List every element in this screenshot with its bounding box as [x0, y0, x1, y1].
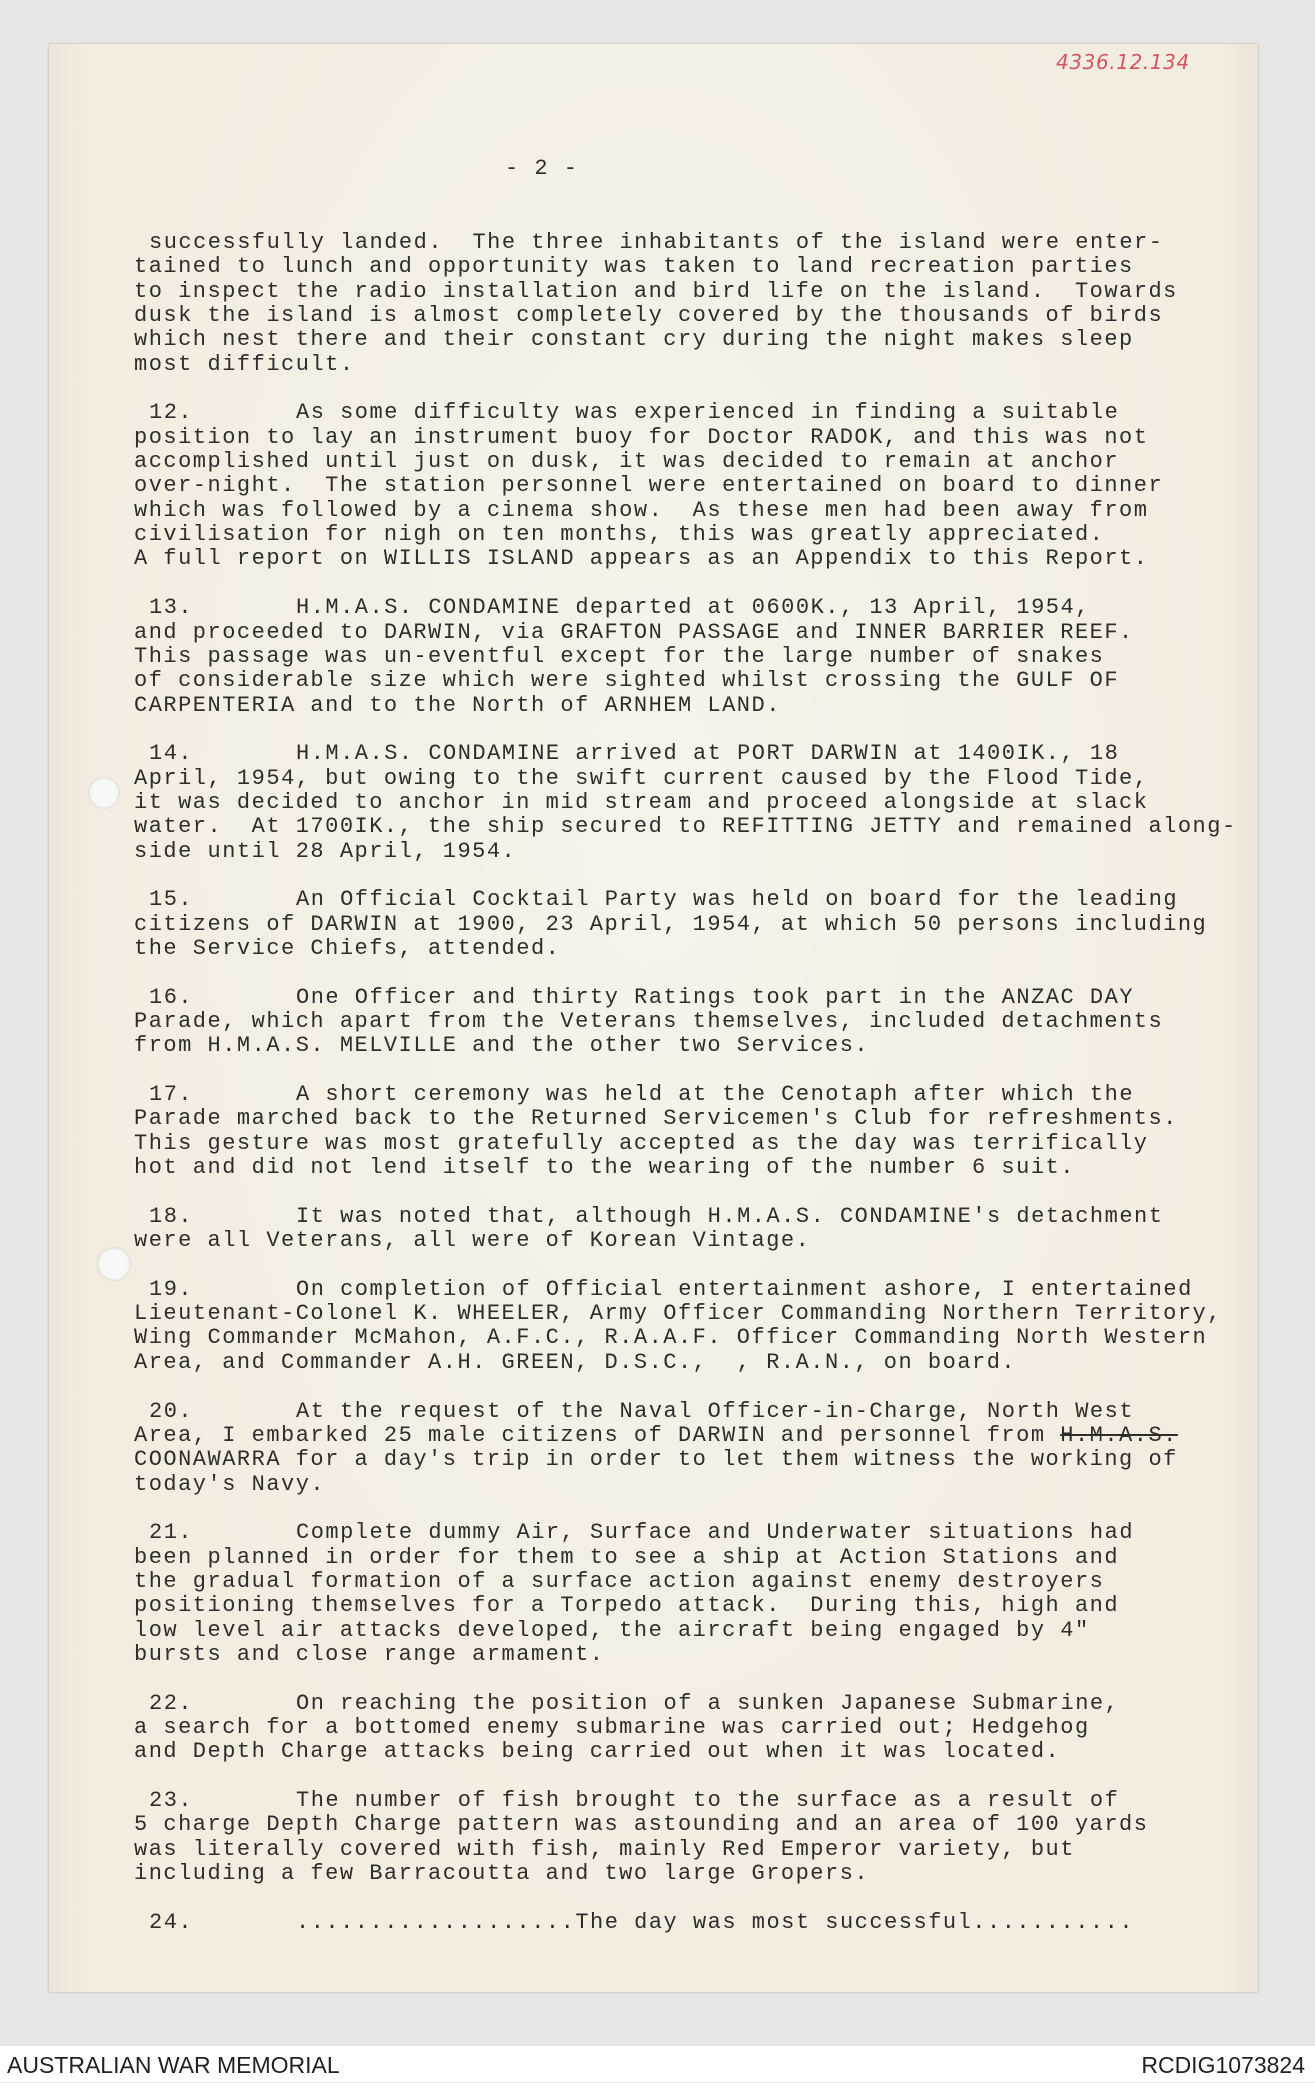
paragraph-14 — [134, 742, 1237, 864]
paragraph-24 — [134, 1911, 1237, 1935]
paragraph-18 — [134, 1205, 1237, 1254]
punch-hole — [88, 777, 120, 809]
paragraph-text: On reaching the position of a sunken Japanese Submarine, a search for a bottomed enemy submarine was carried out; Hedgehog and Depth Charge attacks being carried out when it was located. — [134, 1690, 1120, 1765]
paragraph-number: 24. — [149, 1909, 194, 1935]
paragraph-text: An Official Cocktail Party was held on board for the leading citizens of DARWIN at 1900, 23 April, 1954, at which 50 persons including the Service Chiefs, attended. — [134, 887, 1208, 961]
punch-hole — [97, 1247, 131, 1281]
paragraph-number: 20. — [149, 1398, 194, 1424]
document-page — [49, 44, 1258, 1992]
paragraph-text: As some difficulty was experienced in finding a suitable position to lay an instrument buoy for Doctor RADOK, and this was not accomplished until just on dusk, it was decided to remain at anchor over-night. The station personnel were entertained on board to dinner which was followed by a cinema show. As these men had been away from civilisation for nigh on ten months, this was greatly appreciated. A full report on WILLIS ISLAND appears as an Appendix to this Report. — [134, 400, 1164, 572]
struck-through-text: H.M.A.S. — [1060, 1422, 1178, 1448]
paragraph-number: 22. — [149, 1690, 194, 1716]
paragraph-number: 16. — [149, 984, 194, 1010]
archive-annotation: 4336.12.134 — [1056, 50, 1190, 74]
footer-institution: AUSTRALIAN WAR MEMORIAL — [7, 2052, 340, 2078]
paragraph-number: 19. — [149, 1276, 194, 1302]
paragraph-text: Complete dummy Air, Surface and Underwater situations had been planned in order for them to see a ship at Action Stations and the gradual formation of a surface action against enemy destroyers positioning themselves for a Torpedo attack. During this, high and low level air attacks developed, the aircraft being engaged by 4" bursts and close range armament. — [134, 1520, 1135, 1667]
paragraph-number: 21. — [149, 1520, 194, 1546]
paragraph-text: ...................The day was most successful........... — [296, 1909, 1135, 1935]
paragraph-text: It was noted that, although H.M.A.S. CONDAMINE's detachment were all Veterans, all were of Korean Vintage. — [134, 1203, 1164, 1254]
paragraph-12 — [134, 401, 1237, 571]
paragraph-text: At the request of the Naval Officer-in-Charge, North West Area, I embarked 25 male citizens of DARWIN and personnel from — [134, 1398, 1135, 1448]
footer-record-id: RCDIG1073824 — [1141, 2052, 1305, 2078]
paragraph-23 — [134, 1789, 1237, 1886]
paragraph-17 — [134, 1083, 1237, 1180]
paragraph-text: successfully landed. The three inhabitants of the island were enter- tained to lunch and opportunity was taken to land recreation parties to inspect the radio installation and bird life on the island. Towards dusk the island is almost completely covered by the thousands of birds which nest there and their constant cry during the night makes sleep most difficult. — [134, 230, 1178, 377]
paragraph-number: 18. — [149, 1203, 194, 1229]
document-body — [134, 231, 1237, 1959]
page-number: - 2 - — [505, 156, 579, 181]
archive-footer — [0, 2046, 1315, 2082]
paragraph-continued — [134, 231, 1237, 377]
paragraph-number: 15. — [149, 887, 194, 913]
paragraph-number: 14. — [149, 741, 194, 767]
paragraph-number: 12. — [149, 400, 194, 426]
paragraph-text: H.M.A.S. CONDAMINE departed at 0600K., 13 April, 1954, and proceeded to DARWIN, via GRAFTON PASSAGE and INNER BARRIER REEF. This passage was un-eventful except for the large number of snakes of considerable size which were sighted whilst crossing the GULF OF CARPENTERIA and to the North of ARNHEM LAND. — [134, 595, 1134, 718]
paragraph-text: H.M.A.S. CONDAMINE arrived at PORT DARWIN at 1400IK., 18 April, 1954, but owing to the swift current caused by the Flood Tide, it was decided to anchor in mid stream and proceed alongside at slack water. At 1700IK., the ship secured to REFITTING JETTY and remained along- side until 28 April, 1954. — [134, 741, 1237, 864]
paragraph-text: A short ceremony was held at the Cenotaph after which the Parade marched back to the Returned Servicemen's Club for refreshments. This gesture was most gratefully accepted as the day was terrifically hot and did not lend itself to the wearing of the number 6 suit. — [134, 1082, 1178, 1181]
paragraph-text: One Officer and thirty Ratings took part in the ANZAC DAY Parade, which apart from the Veterans themselves, included detachments from H.M.A.S. MELVILLE and the other two Services. — [134, 984, 1164, 1059]
paragraph-text-continued: COONAWARRA for a day's trip in order to let them witness the working of today's Navy. — [134, 1447, 1178, 1497]
paragraph-19 — [134, 1278, 1237, 1375]
paragraph-21 — [134, 1521, 1237, 1667]
paragraph-text: On completion of Official entertainment ashore, I entertained Lieutenant-Colonel K. WHEELER, Army Officer Commanding Northern Territory, Wing Commander McMahon, A.F.C., R.A.A.F. Officer Commanding North Western Area, and Commander A.H. GREEN, D.S.C., , R.A.N., on board. — [134, 1276, 1222, 1375]
paragraph-text: The number of fish brought to the surface as a result of 5 charge Depth Charge pattern was astounding and an area of 100 yards was literally covered with fish, mainly Red Emperor variety, but including a few Barracoutta and two large Gropers. — [134, 1788, 1149, 1887]
paragraph-number: 13. — [149, 595, 194, 621]
paragraph-20 — [134, 1400, 1237, 1497]
paragraph-13 — [134, 596, 1237, 718]
paragraph-number: 23. — [149, 1788, 194, 1813]
paragraph-number: 17. — [149, 1082, 194, 1108]
paragraph-22 — [134, 1692, 1237, 1765]
paragraph-15 — [134, 888, 1237, 961]
paragraph-16 — [134, 986, 1237, 1059]
